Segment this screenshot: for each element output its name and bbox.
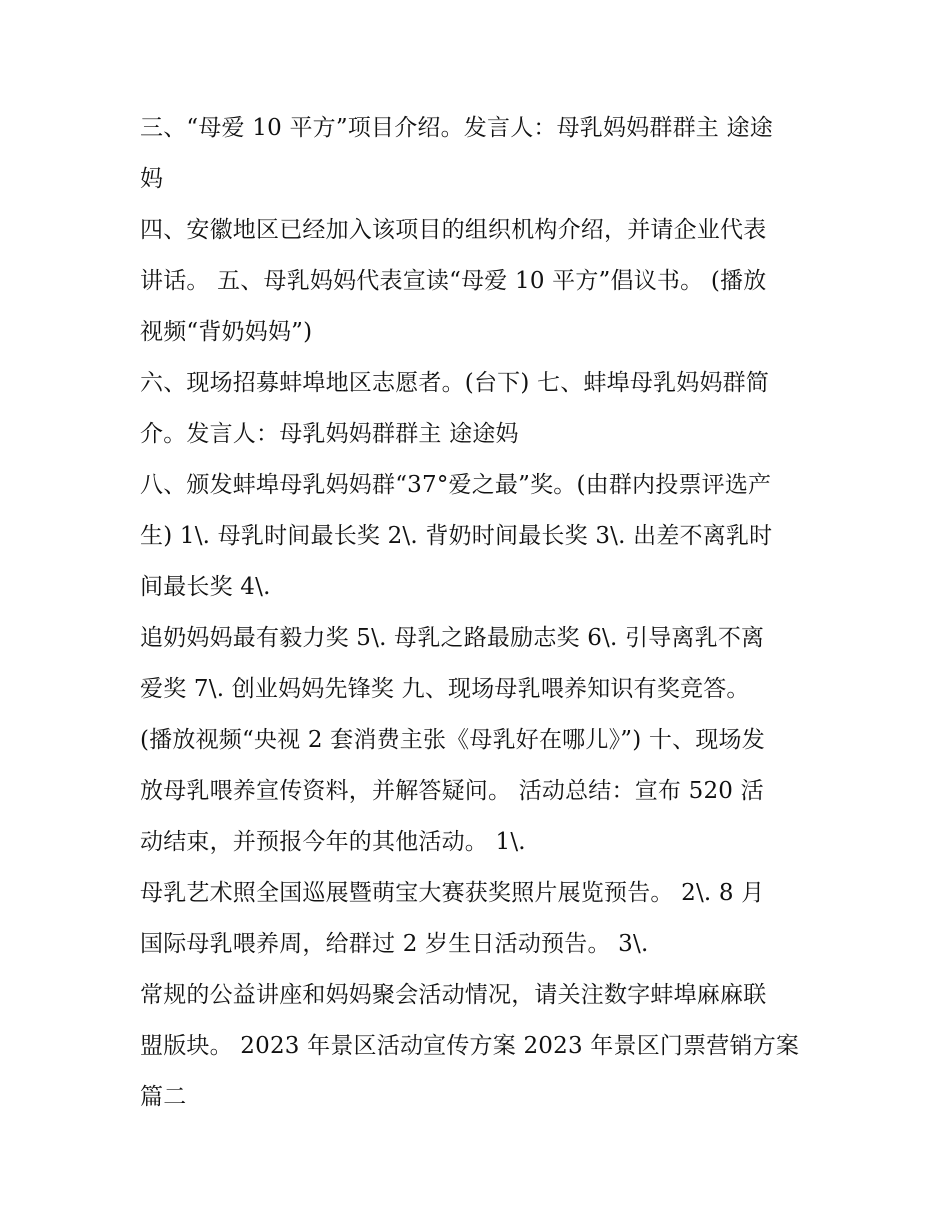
text-line: 国际母乳喂养周，给群过 2 岁生日活动预告。 3\. [140,931,649,957]
document-body [140,103,830,1123]
text-line: 介。发言人：母乳妈妈群群主 途途妈 [140,421,519,447]
text-line: 放母乳喂养宣传资料，并解答疑问。 活动总结：宣布 520 活 [140,778,764,804]
text-line: 生) 1\. 母乳时间最长奖 2\. 背奶时间最长奖 3\. 出差不离乳时 [140,523,773,549]
text-line: 爱奖 7\. 创业妈妈先锋奖 九、现场母乳喂养知识有奖竞答。 [140,676,750,702]
text-line: 盟版块。 2023 年景区活动宣传方案 2023 年景区门票营销方案 [140,1033,800,1059]
text-line: 动结束，并预报今年的其他活动。 1\. [140,829,526,855]
text-line: 篇二 [140,1084,187,1110]
text-line: 讲话。 五、母乳妈妈代表宣读“母爱 10 平方”倡议书。 (播放 [140,268,767,294]
text-line: 追奶妈妈最有毅力奖 5\. 母乳之路最励志奖 6\. 引导离乳不离 [140,625,765,651]
text-line: 八、颁发蚌埠母乳妈妈群“37°爱之最”奖。(由群内投票评选产 [140,472,772,498]
text-line: 间最长奖 4\. [140,574,271,600]
text-line: 妈 [140,166,164,192]
text-line: 常规的公益讲座和妈妈聚会活动情况，请关注数字蚌埠麻麻联 [140,982,767,1008]
text-line: (播放视频“央视 2 套消费主张《母乳好在哪儿》”) 十、现场发 [140,727,765,753]
text-line: 母乳艺术照全国巡展暨萌宝大赛获奖照片展览预告。 2\. 8 月 [140,880,765,906]
text-line: 三、“母爱 10 平方”项目介绍。发言人：母乳妈妈群群主 途途 [140,115,773,141]
text-line: 四、安徽地区已经加入该项目的组织机构介绍，并请企业代表 [140,217,767,243]
text-line: 视频“背奶妈妈”) [140,319,313,345]
text-line: 六、现场招募蚌埠地区志愿者。(台下) 七、蚌埠母乳妈妈群简 [140,370,770,396]
